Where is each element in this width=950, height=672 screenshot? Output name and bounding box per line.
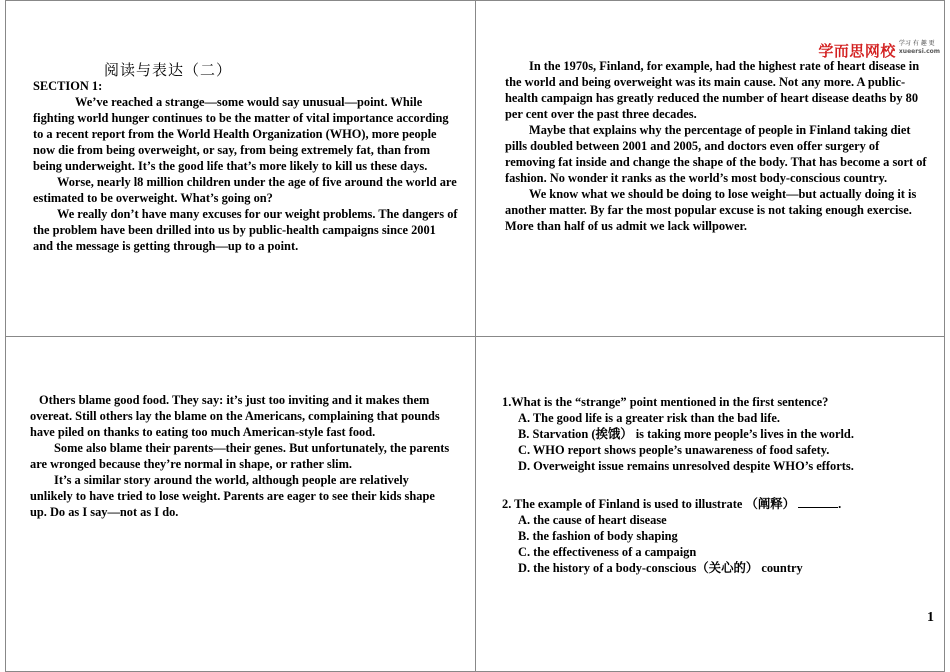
paragraph: Some also blame their parents—their genes. But unfortunately, the parents are wronged because they’re normal in shape, or rather slim. — [30, 441, 450, 471]
option-c: C. WHO report shows people’s unawareness of food safety. — [518, 443, 830, 457]
paragraph: Maybe that explains why the percentage of people in Finland taking diet pills doubled between 2001 and 2005, and doctors even offer surgery of removing fat inside and change the shape of the body. That has become a sort of fashion. No wonder it ranks as the world’s most body-conscious country. — [505, 123, 927, 185]
stem-end: . — [838, 497, 842, 511]
paragraph: It’s a similar story around the world, although people are relatively unlikely to have tried to lose weight. Parents are eager to see their kids shape up. Do as I say—not as I do. — [30, 473, 435, 519]
top-left-text — [33, 78, 458, 254]
option-b: B. Starvation (挨饿） is taking more people’s lives in the world. — [518, 427, 854, 441]
paragraph: We know what we should be doing to lose weight—but actually doing it is another matter. By far the most popular excuse is not taking enough exercise. More than half of us admit we lack willpower. — [505, 187, 917, 233]
question-stem — [502, 496, 922, 512]
question-1 — [502, 394, 922, 474]
logo-main-text: 学而思网校 — [818, 42, 896, 60]
bottom-left-text — [30, 392, 452, 520]
questions — [502, 394, 922, 576]
paragraph: We really don’t have many excuses for our weight problems. The dangers of the problem have been drilled into us by public-health campaigns since 2001 and the message is getting through—up to a point. — [33, 207, 458, 253]
option-a: A. the cause of heart disease — [518, 513, 667, 527]
answer-blank — [798, 497, 838, 508]
top-right-text — [505, 58, 927, 234]
paragraph: In the 1970s, Finland, for example, had the highest rate of heart disease in the world and being overweight was its main cause. Not any more. A public-health campaign has greatly reduced the number of heart disease deaths by 80 per cent over the past three decades. — [505, 59, 920, 121]
horizontal-divider — [5, 336, 945, 337]
option-c: C. the effectiveness of a campaign — [518, 545, 697, 559]
option-d: D. Overweight issue remains unresolved despite WHO’s efforts. — [518, 459, 854, 473]
paragraph: Others blame good food. They say: it’s just too inviting and it makes them overeat. Still others lay the blame on the Americans, complaining that pounds have piled on thanks to eating too much American-style fast food. — [30, 393, 440, 439]
section-heading: SECTION 1: — [33, 79, 103, 93]
page-number: 1 — [927, 610, 934, 625]
page-title: 阅读与表达（二） — [104, 61, 233, 79]
option-b: B. the fashion of body shaping — [518, 529, 678, 543]
option-d: D. the history of a body-conscious（关心的） country — [518, 561, 803, 575]
logo-subtext: 学习 有 趣 更 — [898, 40, 935, 47]
question-2 — [502, 496, 922, 576]
question-stem-text: 2. The example of Finland is used to illustrate （阐释） — [502, 497, 799, 511]
paragraph: Worse, nearly l8 million children under the age of five around the world are estimated to be overweight. What’s going on? — [33, 175, 457, 205]
question-stem: 1.What is the “strange” point mentioned in the first sentence? — [502, 395, 829, 409]
paragraph: We’ve reached a strange—some would say unusual—point. While fighting world hunger continues to be the matter of vital importance according to a recent report from the World Health Organization (WHO), more people now die from being overweight, or say, from being extremely fat, than from being underweight. It’s the good life that’s more likely to kill us these days. — [33, 95, 449, 173]
logo-url: xueersi.com — [898, 48, 940, 55]
option-a: A. The good life is a greater risk than the bad life. — [518, 411, 780, 425]
logo-side — [899, 40, 940, 56]
